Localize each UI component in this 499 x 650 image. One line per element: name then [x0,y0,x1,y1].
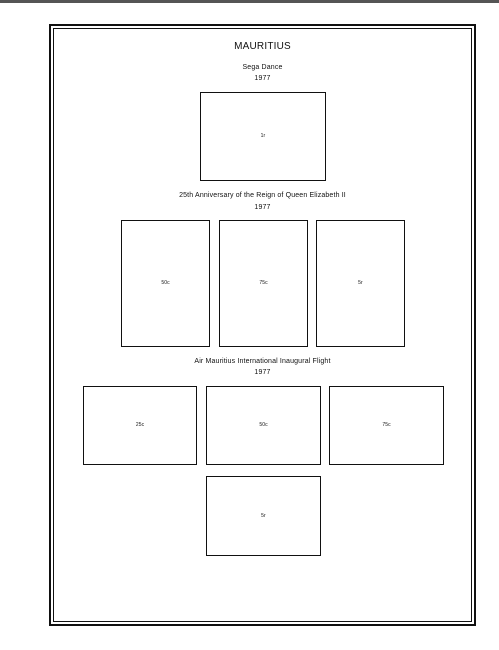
set-title-air-mauritius-flight: Air Mauritius International Inaugural Flight [194,358,331,365]
stamp-denomination: 50c [259,422,268,428]
stamp-mount-box [83,386,197,465]
stamp-denomination: 5r [358,280,363,286]
stamp-denomination: 50c [161,280,170,286]
stamp-mount-box [200,92,326,181]
page-title: MAURITIUS [234,41,291,52]
set-year-sega-dance: 1977 [254,75,271,82]
stamp-mount-box [329,386,444,465]
set-year-air-mauritius-flight: 1977 [254,369,271,376]
stamp-mount-box [316,220,405,347]
stamp-mount-box [219,220,308,347]
stamp-denomination: 75c [259,280,268,286]
top-rule [0,0,499,3]
stamp-denomination: 25c [135,422,145,428]
stamp-denomination: 1r [260,133,266,139]
set-title-sega-dance: Sega Dance [242,64,283,71]
stamp-mount-box [206,386,321,465]
stamp-mount-box [121,220,210,347]
set-year-queen-elizabeth-anniversary: 1977 [254,204,271,211]
stamp-mount-box [206,476,321,556]
set-title-queen-elizabeth-anniversary: 25th Anniversary of the Reign of Queen Elizabeth II [179,192,346,199]
stamp-denomination: 75c [382,422,391,428]
stamp-denomination: 5r [261,512,266,519]
